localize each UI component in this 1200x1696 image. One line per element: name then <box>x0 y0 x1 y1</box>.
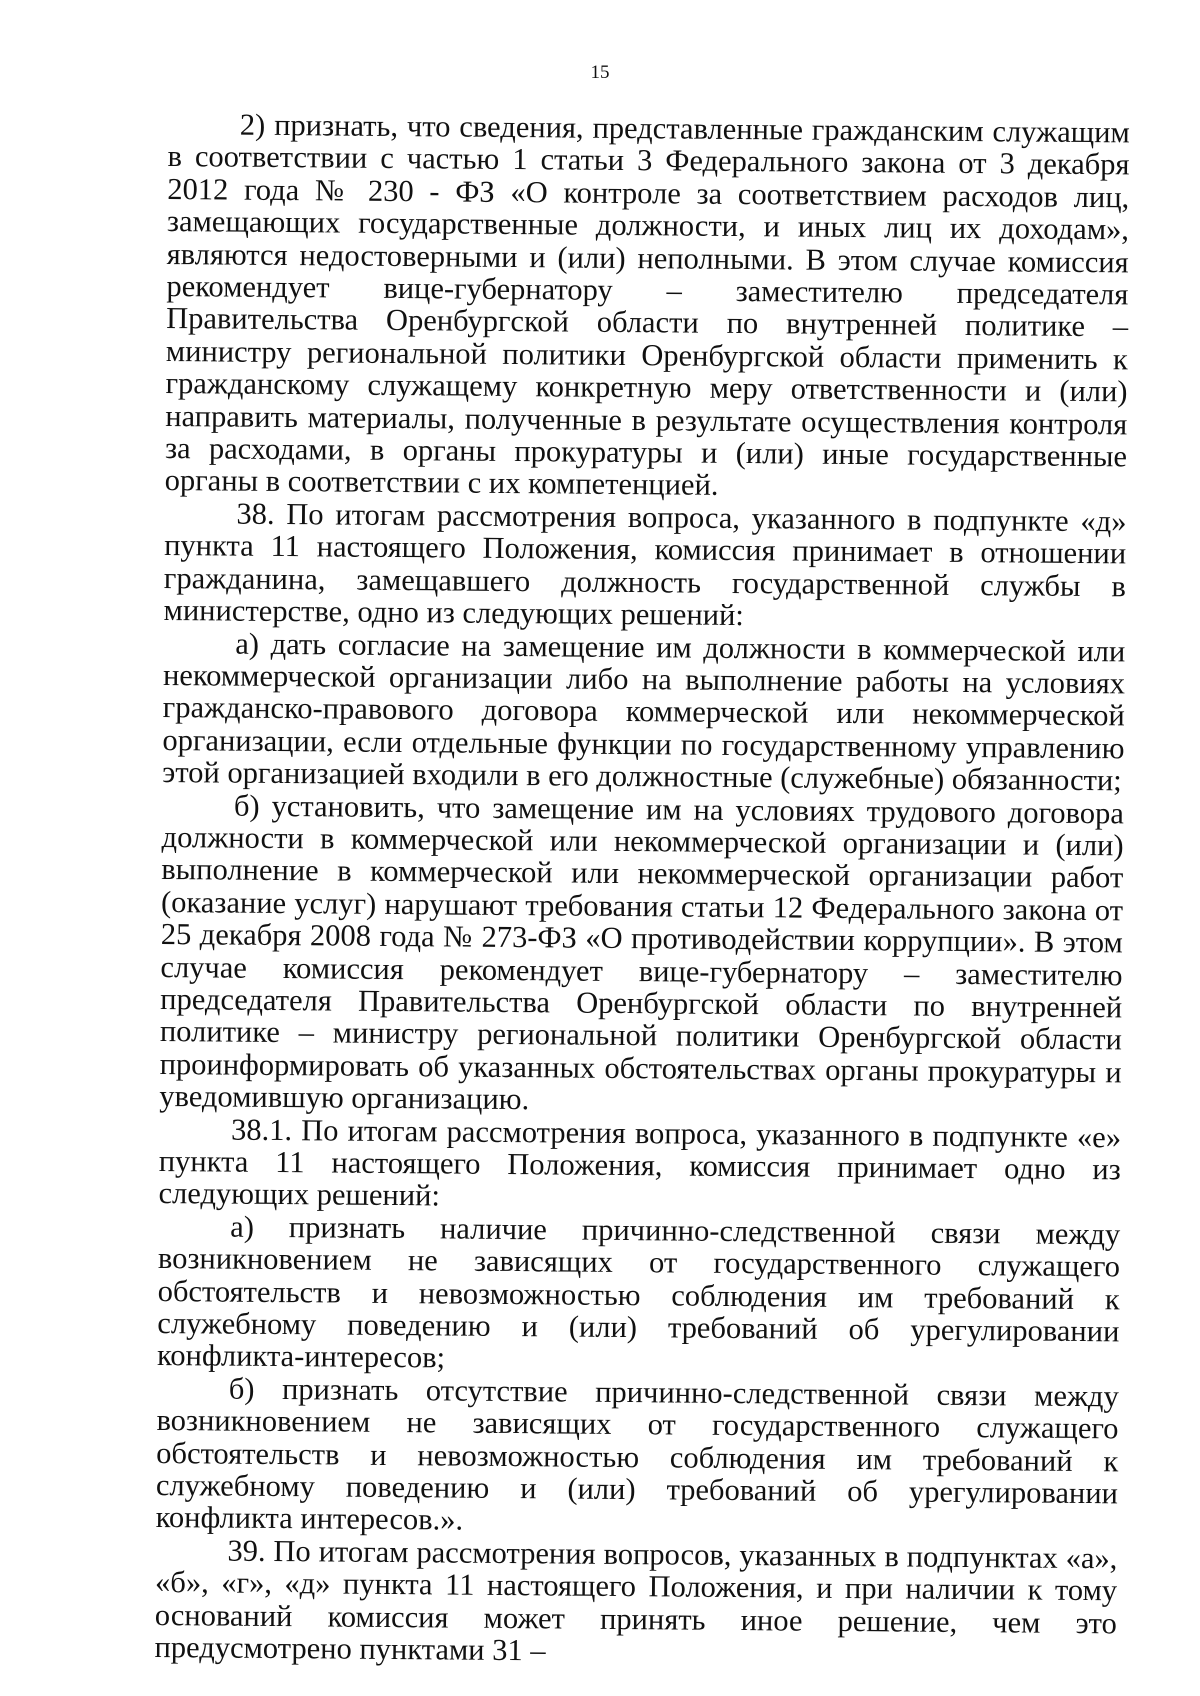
page-number: 15 <box>590 62 610 83</box>
paragraph-39: 39. По итогам рассмотрения вопросов, указанных в подпунктах «а», «б», «г», «д» пункта 11 настоящего Положения, и при наличии к тому оснований комиссия может принять иное решение, чем это предусмотрено пунктами 31 – <box>154 1533 1118 1668</box>
paragraph-38-item-a: а) дать согласие на замещение им должности в коммерческой или некоммерческой организации либо на выполнение работы на условиях гражданско-правового договора коммерческой или некоммерческой организации, если отдельные функции по государственному управлению этой организацией входили в его должностные (служебные) обязанности; <box>162 626 1126 798</box>
paragraph-38: 38. По итогам рассмотрения вопроса, указанного в подпункте «д» пункта 11 настоящего Положения, комиссия принимает в отношении гражданина, замещавшего должность государственной службы в министерстве, одно из следующих решений: <box>163 496 1127 633</box>
paragraph-38-1-item-a: а) признать наличие причинно-следственной связи между возникновением не зависящих от государственного служащего обстоятельств и невозможностью соблюдения им требований к служебному поведению и (или) требований об урегулировании конфликта-интересов; <box>156 1209 1121 1375</box>
paragraph-38-1: 38.1. По итогам рассмотрения вопроса, указанного в подпункте «е» пункта 11 настоящего Положения, комиссия принимает одно из следующих решений: <box>158 1112 1122 1213</box>
paragraph-38-item-b: б) установить, что замещение им на условиях трудового договора должности в коммерческой или некоммерческой организации и (или) выполнение в коммерческой или некоммерческой организации работ (оказание услуг) нарушают требования статьи 12 Федерального закона от 25 декабря 2008 года № 273-ФЗ «О противодействии коррупции». В этом случае комиссия рекомендует вице-губернатору – заместителю председателя Правительства Оренбургской области по внутренней политике – министру региональной политики Оренбургской области проинформировать об указанных обстоятельствах органы прокуратуры и уведомившую организацию. <box>159 788 1125 1117</box>
paragraph-37-item-2: 2) признать, что сведения, представленные гражданским служащим в соответствии с частью 1 статьи 3 Федерального закона от 3 декабря 2012 года № 230 - ФЗ «О контроле за соответствием расходов лиц, замещающих государственные должности, и иных лиц их доходам», являются недостоверными и (или) неполными. В этом случае комиссия рекомендует вице-губернатору – заместителю председателя Правительства Оренбургской области по внутренней политике – министру региональной политики Оренбургской области применить к гражданскому служащему конкретную меру ответственности и (или) направить материалы, полученные в результате осуществления контроля за расходами, в органы прокуратуры и (или) иные государственные органы в соответствии с их компетенцией. <box>164 107 1130 503</box>
paragraph-38-1-item-b: б) признать отсутствие причинно-следственной связи между возникновением не зависящих от государственного служащего обстоятельств и невозможностью соблюдения им требований к служебному поведению и (или) требований об урегулировании конфликта интересов.». <box>155 1371 1119 1538</box>
document-body <box>154 108 1130 1672</box>
